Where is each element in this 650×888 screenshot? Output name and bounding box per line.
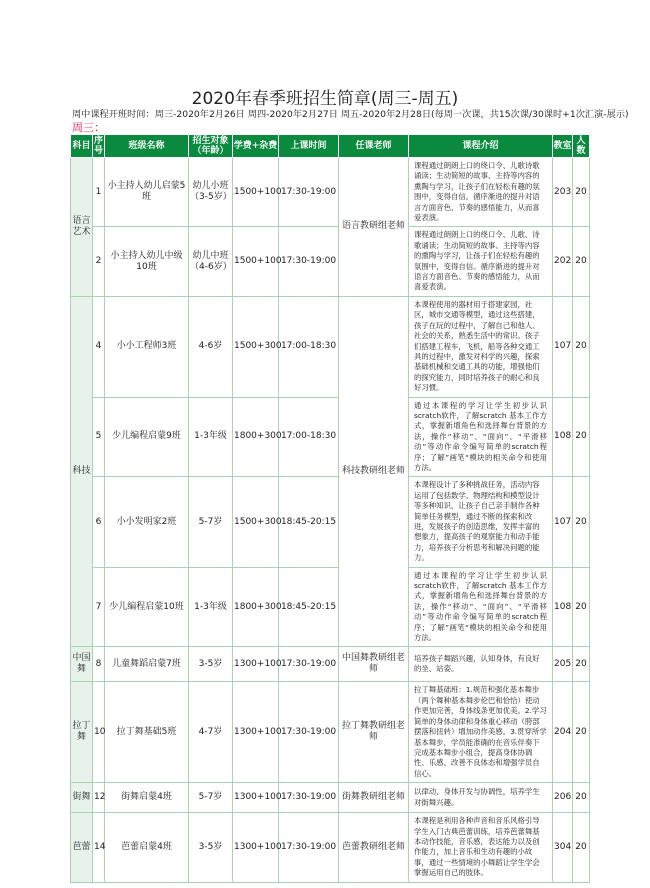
- row-number: 8: [93, 647, 105, 682]
- class-name: 少儿编程启蒙10班: [105, 567, 189, 647]
- fee: 1300+100: [233, 813, 279, 882]
- fee: 1500+300: [233, 477, 279, 567]
- course-description: 以律动，身体开发与协调性，培养学生对街舞兴趣。: [409, 783, 553, 813]
- col-count: 人数: [573, 135, 590, 158]
- room-number: 107: [553, 296, 573, 397]
- category-cell: 拉丁舞: [71, 682, 93, 783]
- table-row: [71, 567, 590, 647]
- teacher-cell: 拉丁舞教研组老师: [339, 682, 409, 783]
- age-range: 3-5岁: [189, 813, 233, 882]
- age-range: 5-7岁: [189, 783, 233, 813]
- class-time: 17:30-19:00: [279, 227, 339, 296]
- category-cell: 科技: [71, 296, 93, 647]
- class-time: 17:30-19:00: [279, 158, 339, 227]
- student-count: 20: [573, 813, 590, 882]
- row-number: 6: [93, 477, 105, 567]
- fee: 1500+100: [233, 158, 279, 227]
- room-number: 206: [553, 783, 573, 813]
- course-description: 拉丁舞基础班：1.规范和强化基本舞步（两个舞种基本舞步伦巴和恰恰）使动作更加完善，身体线条更加优美。2.学习简单的身体动律和身体重心移动（胯部摆落和扭转）增加动作美感。3.贯穿所学基本舞步，学员能准确的在音乐伴奏下完成基本舞步小组合，提高身体协调性、乐感、改善不良体态和增强学员自信心。: [409, 682, 553, 783]
- col-description: 课程介绍: [409, 135, 553, 158]
- class-name: 小小工程师3班: [105, 296, 189, 397]
- col-fee: 学费+杂费: [233, 135, 279, 158]
- row-number: 2: [93, 227, 105, 296]
- teacher-cell: 语言教研组老师: [339, 158, 409, 297]
- row-number: 4: [93, 296, 105, 397]
- room-number: 202: [553, 227, 573, 296]
- room-number: 304: [553, 813, 573, 882]
- fee: 1500+300: [233, 296, 279, 397]
- row-number: 12: [93, 783, 105, 813]
- table-header-row: [71, 135, 590, 158]
- course-description: 课程通过朗朗上口的绕口令、儿歌、诗歌诵读；生动简短的故事、主持等内容的熏陶与学习，让孩子们在轻松有趣的氛围中，变得自信。循序渐进的提升对语言方面音色、节奏的感悟能力，从而喜爱表演。: [409, 227, 553, 296]
- col-age: 招生对象（年龄）: [189, 135, 233, 158]
- age-range: 3-5岁: [189, 647, 233, 682]
- row-number: 5: [93, 397, 105, 477]
- day-label: 周三：: [72, 121, 105, 134]
- row-number: 10: [93, 682, 105, 783]
- col-teacher: 任课老师: [339, 135, 409, 158]
- fee: 1500+100: [233, 227, 279, 296]
- course-table: [70, 134, 590, 883]
- class-time: 18:45-20:15: [279, 477, 339, 567]
- table-row: [71, 397, 590, 477]
- age-range: 幼儿小班（3-5岁）: [189, 158, 233, 227]
- course-description: 本课程设计了多种挑战任务，活动内容运用了包括数学、物理结构和模型设计等多种知识，让孩子自己亲手制作各种简单任务模型，通过不断的探索和改进，发展孩子的创造思维，发挥丰富的想象力，提高孩子的观察能力和动手能力，培养孩子分析思考和解决问题的能力。: [409, 477, 553, 567]
- teacher-cell: 中国舞教研组老师: [339, 647, 409, 682]
- student-count: 20: [573, 296, 590, 397]
- age-range: 5-7岁: [189, 477, 233, 567]
- room-number: 204: [553, 682, 573, 783]
- course-description: 课程通过朗朗上口的绕口令、儿歌诗歌诵读；生动简短的故事、主持等内容的熏陶与学习，让孩子们在轻松有趣的氛围中，变得自信。循序渐进的提升对语言方面音色、节奏的感悟能力，从而喜爱表演。: [409, 158, 553, 227]
- teacher-cell: 街舞教研组老师: [339, 783, 409, 813]
- student-count: 20: [573, 227, 590, 296]
- col-number: 序号: [93, 136, 103, 156]
- category-cell: 语言艺术: [71, 158, 93, 297]
- age-range: 4-7岁: [189, 682, 233, 783]
- col-subject: 科目: [71, 135, 93, 158]
- class-name: 小主持人幼儿中级10班: [105, 227, 189, 296]
- class-time: 17:00-18:30: [279, 296, 339, 397]
- student-count: 20: [573, 783, 590, 813]
- room-number: 107: [553, 477, 573, 567]
- student-count: 20: [573, 158, 590, 227]
- student-count: 20: [573, 567, 590, 647]
- row-number: 14: [93, 813, 105, 882]
- class-name: 少儿编程启蒙9班: [105, 397, 189, 477]
- category-cell: 街舞: [71, 783, 93, 813]
- room-number: 108: [553, 567, 573, 647]
- class-name: 小主持人幼儿启蒙5班: [105, 158, 189, 227]
- table-row: [71, 647, 590, 682]
- class-name: 拉丁舞基础5班: [105, 682, 189, 783]
- student-count: 20: [573, 647, 590, 682]
- class-name: 儿童舞蹈启蒙7班: [105, 647, 189, 682]
- course-description: 培养孩子舞蹈兴趣，认知身体，有良好的坐、站姿。: [409, 647, 553, 682]
- table-row: [71, 783, 590, 813]
- class-time: 18:45-20:15: [279, 567, 339, 647]
- fee: 1300+100: [233, 682, 279, 783]
- table-row: [71, 477, 590, 567]
- student-count: 20: [573, 397, 590, 477]
- class-time: 17:30-19:00: [279, 813, 339, 882]
- fee: 1300+100: [233, 783, 279, 813]
- class-name: 芭蕾启蒙4班: [105, 813, 189, 882]
- class-name: 街舞启蒙4班: [105, 783, 189, 813]
- class-time: 17:00-18:30: [279, 397, 339, 477]
- course-description: 通过本课程的学习让学生初步认识scratch软件，了解scratch 基本工作方式，掌握新增角色和选择舞台背景的方法，操作“移动”、“面向”、“平滑移动”等动作命令编写简单的scratch程序；了解”画笔“模块的相关命令和使用方法。: [409, 567, 553, 647]
- class-time: 17:30-19:00: [279, 682, 339, 783]
- category-cell: 芭蕾: [71, 813, 93, 882]
- course-description: 通过本课程的学习让学生初步认识scratch软件，了解scratch 基本工作方式，掌握新增角色和选择舞台背景的方法，操作“移动”、“面向”、“平滑移动”等动作命令编写简单的scratch程序；了解”画笔“模块的相关命令和使用方法。: [409, 397, 553, 477]
- teacher-cell: 芭蕾教研组老师: [339, 813, 409, 882]
- student-count: 20: [573, 477, 590, 567]
- class-name: 小小发明家2班: [105, 477, 189, 567]
- table-row: [71, 813, 590, 882]
- schedule-subtitle: 周中课程开班时间：周三-2020年2月26日 周四-2020年2月27日 周五-2020年2月28日(每周一次课，共15次课/30课时+1次汇演-展示): [72, 109, 629, 120]
- fee: 1800+300: [233, 567, 279, 647]
- table-row: [71, 158, 590, 227]
- col-time: 上课时间: [279, 135, 339, 158]
- col-room: 教室: [553, 135, 573, 158]
- age-range: 幼儿中班（4-6岁）: [189, 227, 233, 296]
- room-number: 205: [553, 647, 573, 682]
- room-number: 108: [553, 397, 573, 477]
- row-number: 1: [93, 158, 105, 227]
- class-time: 17:30-19:00: [279, 647, 339, 682]
- course-description: 本课程是利用各种声音和音乐风格引导学生入门古典芭蕾训练，培养芭蕾舞基本动作技能，音乐感，表达能力以及创作能力，加上音乐和生动有趣的小故事，通过一些情境的小舞蹈让学生学会掌握运用自己的肢体。: [409, 813, 553, 882]
- page-title: 2020年春季班招生简章(周三-周五): [191, 89, 459, 109]
- table-row: [71, 227, 590, 296]
- table-row: [71, 682, 590, 783]
- room-number: 203: [553, 158, 573, 227]
- col-class-name: 班级名称: [105, 135, 189, 158]
- category-cell: 中国舞: [71, 647, 93, 682]
- row-number: 7: [93, 567, 105, 647]
- course-description: 本课程使用的器材用于搭建家园，社区，城市交通等模型，通过这些搭建，孩子在玩的过程中，了解自己和他人、社会的关系，熟悉生活中的常识。孩子们搭建工程车，飞机，船等各种交通工具的过程中，激发对科学的兴趣，探索基础机械和交通工具的功能，增强他们的探究能力，同时培养孩子的耐心和良好习惯。: [409, 296, 553, 397]
- table-row: [71, 296, 590, 397]
- age-range: 1-3年级: [189, 397, 233, 477]
- class-time: 17:30-19:00: [279, 783, 339, 813]
- fee: 1300+100: [233, 647, 279, 682]
- teacher-cell: 科技教研组老师: [339, 296, 409, 647]
- age-range: 4-6岁: [189, 296, 233, 397]
- fee: 1800+300: [233, 397, 279, 477]
- student-count: 20: [573, 682, 590, 783]
- age-range: 1-3年级: [189, 567, 233, 647]
